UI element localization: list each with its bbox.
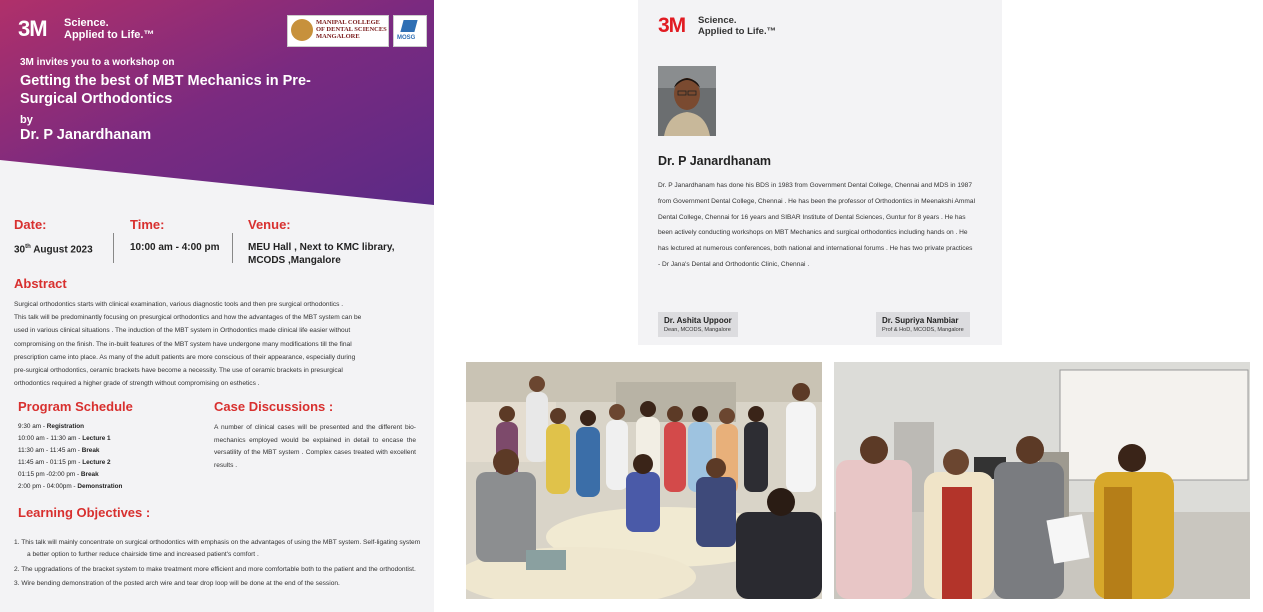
3m-tagline: [698, 15, 776, 37]
tagline-line-1: Science.: [64, 17, 109, 29]
venue-line-1: MEU Hall , Next to KMC library,: [248, 242, 395, 253]
schedule-item: [18, 457, 122, 469]
schedule-time: 11:30 am - 11:45 am -: [18, 447, 82, 454]
tagline-line-2: Applied to Life.™: [698, 26, 777, 37]
schedule-item: [18, 445, 122, 457]
abstract-line: Surgical orthodontics starts with clinical examination, various diagnostic tools and then pre surgical orthodontics .: [14, 301, 344, 308]
schedule-activity: Demonstration: [77, 483, 123, 490]
objective-item: 2. The upgradations of the bracket system to make treatment more efficient and more comfortable both to the patient and the orthodontist.: [14, 565, 416, 573]
speaker-bio-text: Dr. P Janardhanam has done his BDS in 1983 from Government Dental College, Chennai and MDS in 1987 from Government Dental College, Chennai . He has been the professor of Orthodontics in Meenakshi Ammal Dental College, Chennai for 16 years and SIBAR Institute of Dental Sciences, Guntur for 8 years . He has been actively conducting workshops on MBT Mechanics and surgical orthodontics including hands on . He has lectured at numerous conferences, both national and international forums . He has two private practices - Dr Jana's Dental and Orthodontic Clinic, Chennai .: [658, 182, 976, 268]
schedule-activity: Lecture 2: [82, 459, 111, 466]
schedule-time: 11:45 am - 01:15 pm -: [18, 459, 83, 466]
schedule-list: [18, 421, 122, 493]
time-value: 10:00 am - 4:00 pm: [130, 242, 220, 253]
case-heading: Case Discussions :: [214, 399, 334, 414]
date-value: 30th August 2023: [14, 244, 93, 256]
info-divider: [232, 233, 233, 263]
objectives-heading: Learning Objectives :: [18, 505, 151, 520]
schedule-activity: Break: [81, 447, 100, 454]
3m-tagline: [64, 17, 154, 41]
workshop-flyer: [0, 0, 434, 612]
objective-item: 3. Wire bending demonstration of the posted arch wire and tear drop loop will be done at the end of the session.: [14, 579, 340, 587]
flyer-intro: 3M invites you to a workshop on: [20, 57, 175, 68]
speaker-name: Dr. P Janardhanam: [658, 154, 772, 168]
abstract-line: This talk will be predominantly focusing on presurgical orthodontics and how the advantages of the MBT system can be: [14, 314, 362, 322]
abstract-line: prescription came into place. As many of the adult patients are more conscious of their appearance, especially during: [14, 353, 356, 361]
speaker-name: Dr. P Janardhanam: [20, 127, 152, 143]
workshop-title: Getting the best of MBT Mechanics in Pre- Surgical Orthodontics: [20, 73, 311, 107]
schedule-time: 2:00 pm - 04:00pm -: [18, 483, 78, 490]
mosg-emblem-icon: [400, 20, 417, 32]
felicitation-ceremony-photo: [834, 362, 1250, 599]
3m-logo: 3M: [18, 16, 47, 41]
abstract-line: pre-surgical orthodontics, ceramic brackets have become a necessity. The use of ceramic brackets in presurgical: [14, 367, 343, 375]
case-text: A number of clinical cases will be presented and the different bio-mechanics employed would be explained in detail to encase the versatility of the MBT system . Complex cases treated with excellent results .: [214, 424, 416, 469]
abstract-text: [14, 298, 414, 390]
objectives-list: [14, 537, 424, 592]
schedule-activity: Registration: [46, 423, 85, 430]
signatory-role: Dean, MCODS, Mangalore: [664, 327, 731, 333]
info-divider: [113, 233, 114, 263]
schedule-activity: Break: [80, 471, 99, 478]
schedule-activity: Lecture 1: [82, 435, 111, 442]
mosg-logo: [393, 15, 427, 47]
schedule-item: [18, 421, 122, 433]
schedule-time: 10:00 am - 11:30 am -: [18, 435, 83, 442]
abstract-heading: Abstract: [14, 276, 67, 291]
signatory-dean: [658, 312, 738, 337]
speaker-bio-card: [638, 0, 1002, 345]
signatory-name: Dr. Ashita Uppoor: [664, 316, 732, 325]
schedule-heading: Program Schedule: [18, 399, 133, 414]
signatory-hod: [876, 312, 970, 337]
tagline-line-1: Science.: [698, 15, 737, 26]
signatory-role: Prof & HoD, MCODS, Mangalore: [882, 327, 964, 333]
signatory-name: Dr. Supriya Nambiar: [882, 316, 959, 325]
time-label: Time:: [130, 217, 165, 232]
mcods-logo-text: MANIPAL COLLEGE OF DENTAL SCIENCES MANGALORE: [316, 19, 387, 40]
schedule-time: 9:30 am -: [18, 423, 47, 430]
date-label: Date:: [14, 217, 47, 232]
flyer-by: by: [20, 114, 33, 126]
schedule-time: 01:15 pm -02:00 pm -: [18, 471, 81, 478]
abstract-line: used in various clinical situations . The induction of the MBT system in Orthodontics made clinical life easier without: [14, 327, 351, 335]
venue-line-2: MCODS ,Mangalore: [248, 255, 341, 266]
mosg-logo-text: MOSG: [397, 35, 416, 41]
workshop-classroom-photo: [466, 362, 822, 599]
abstract-line: compromising on the finish. The in-built features of the MBT system have undergone many modifications till the final: [14, 340, 352, 348]
speaker-portrait: [658, 66, 716, 136]
schedule-item: [18, 481, 122, 493]
schedule-item: [18, 433, 122, 445]
schedule-item: [18, 469, 122, 481]
venue-value: [248, 241, 395, 267]
venue-label: Venue:: [248, 217, 291, 232]
tagline-line-2: Applied to Life.™: [64, 29, 155, 41]
3m-logo: 3M: [658, 14, 686, 37]
mcods-logo: [287, 15, 389, 47]
mcods-seal-icon: [291, 19, 313, 41]
abstract-line: orthodontics required a higher grade of strength without compromising on esthetics .: [14, 380, 260, 388]
objective-item: 1. This talk will mainly concentrate on surgical orthodontics with emphasis on the advantages of using the MBT system. Self-ligating system a better option to further reduce chairside time and increased patient's comfort .: [14, 539, 421, 559]
